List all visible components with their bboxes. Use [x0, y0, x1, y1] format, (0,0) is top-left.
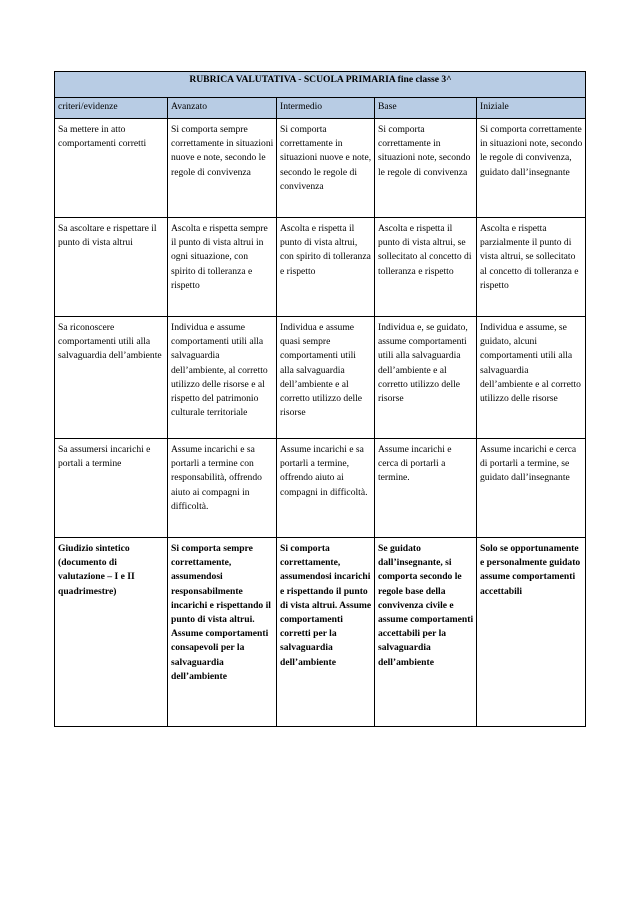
title-row	[55, 72, 586, 98]
rubric-table	[54, 71, 586, 727]
header-avanzato: Avanzato	[168, 98, 277, 119]
intermedio-cell: Si comporta correttamente in situazioni nuove e note, secondo le regole di convivenza	[277, 119, 375, 218]
rubric-title: RUBRICA VALUTATIVA - SCUOLA PRIMARIA fine classe 3^	[55, 72, 586, 98]
header-row	[55, 98, 586, 119]
base-cell: Si comporta correttamente in situazioni note, secondo le regole di convivenza	[375, 119, 477, 218]
base-cell: Individua e, se guidato, assume comportamenti utili alla salvaguardia dell’ambiente e al corretto utilizzo delle risorse	[375, 317, 477, 439]
base-cell: Ascolta e rispetta il punto di vista altrui, se sollecitato al concetto di tolleranza e rispetto	[375, 218, 477, 317]
iniziale-cell: Si comporta correttamente in situazioni note, secondo le regole di convivenza, guidato dall’insegnante	[477, 119, 586, 218]
base-summary-cell: Se guidato dall’insegnante, si comporta secondo le regole base della convivenza civile e assume comportamenti accettabili per la salvaguardia dell’ambiente	[375, 538, 477, 727]
table-row	[55, 439, 586, 538]
criterion-cell: Sa mettere in atto comportamenti corretti	[55, 119, 168, 218]
avanzato-summary-cell: Si comporta sempre correttamente, assumendosi responsabilmente incarichi e rispettando il punto di vista altrui. Assume comportamenti consapevoli per la salvaguardia dell’ambiente	[168, 538, 277, 727]
intermedio-cell: Individua e assume quasi sempre comportamenti utili alla salvaguardia dell’ambiente e al corretto utilizzo delle risorse	[277, 317, 375, 439]
criterion-cell: Sa assumersi incarichi e portali a termine	[55, 439, 168, 538]
intermedio-cell: Assume incarichi e sa portarli a termine, offrendo aiuto ai compagni in difficoltà.	[277, 439, 375, 538]
avanzato-cell: Assume incarichi e sa portarli a termine con responsabilità, offrendo aiuto ai compagni in difficoltà.	[168, 439, 277, 538]
avanzato-cell: Individua e assume comportamenti utili alla salvaguardia dell’ambiente, al corretto utilizzo delle risorse e al rispetto del patrimonio culturale territoriale	[168, 317, 277, 439]
intermedio-summary-cell: Si comporta correttamente, assumendosi incarichi e rispettando il punto di vista altrui. Assume comportamenti corretti per la salvaguardia dell’ambiente	[277, 538, 375, 727]
criterion-cell: Sa ascoltare e rispettare il punto di vista altrui	[55, 218, 168, 317]
iniziale-cell: Ascolta e rispetta parzialmente il punto di vista altrui, se sollecitato al concetto di tolleranza e rispetto	[477, 218, 586, 317]
iniziale-cell: Individua e assume, se guidato, alcuni comportamenti utili alla salvaguardia dell’ambiente e al corretto utilizzo delle risorse	[477, 317, 586, 439]
avanzato-cell: Si comporta sempre correttamente in situazioni nuove e note, secondo le regole di convivenza	[168, 119, 277, 218]
iniziale-cell: Assume incarichi e cerca di portarli a termine, se guidato dall’insegnante	[477, 439, 586, 538]
table-row	[55, 317, 586, 439]
header-base: Base	[375, 98, 477, 119]
header-criteri: criteri/evidenze	[55, 98, 168, 119]
table-row	[55, 119, 586, 218]
table-row	[55, 218, 586, 317]
header-intermedio: Intermedio	[277, 98, 375, 119]
summary-row	[55, 538, 586, 727]
summary-label-cell: Giudizio sintetico (documento di valutazione – I e II quadrimestre)	[55, 538, 168, 727]
criterion-cell: Sa riconoscere comportamenti utili alla salvaguardia dell’ambiente	[55, 317, 168, 439]
header-iniziale: Iniziale	[477, 98, 586, 119]
base-cell: Assume incarichi e cerca di portarli a termine.	[375, 439, 477, 538]
intermedio-cell: Ascolta e rispetta il punto di vista altrui, con spirito di tolleranza e rispetto	[277, 218, 375, 317]
iniziale-summary-cell: Solo se opportunamente e personalmente guidato assume comportamenti accettabili	[477, 538, 586, 727]
avanzato-cell: Ascolta e rispetta sempre il punto di vista altrui in ogni situazione, con spirito di tolleranza e rispetto	[168, 218, 277, 317]
